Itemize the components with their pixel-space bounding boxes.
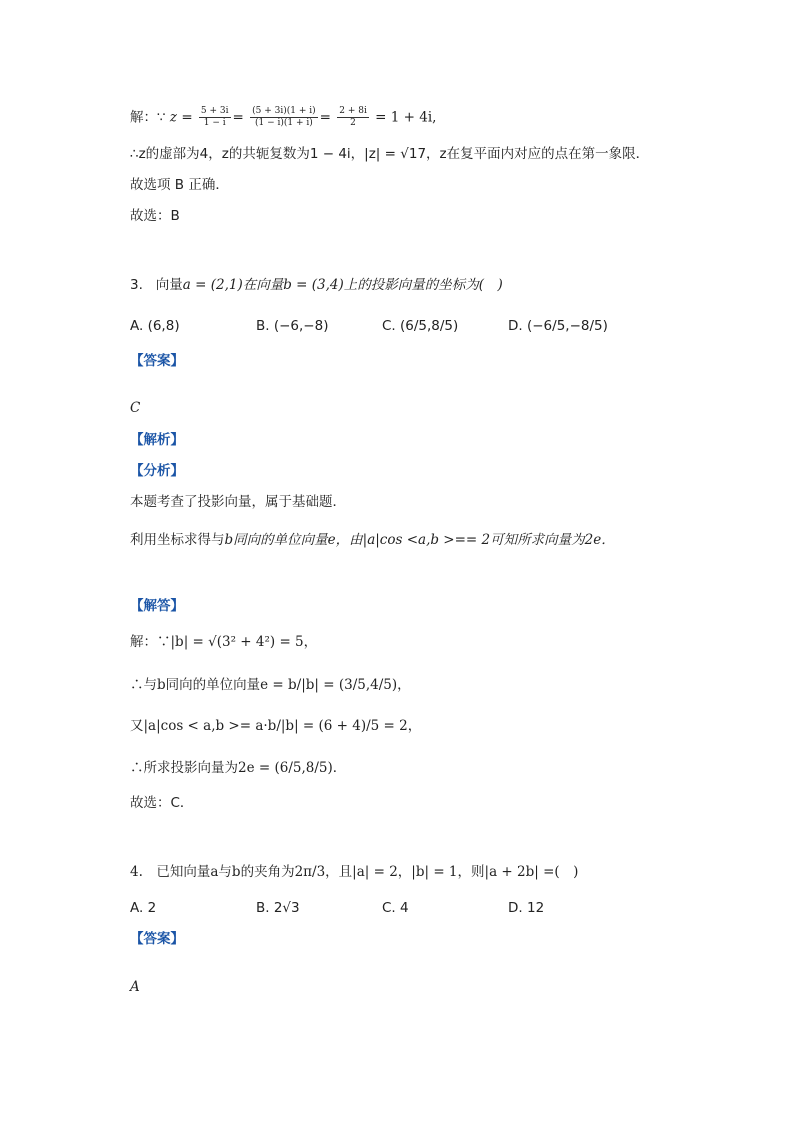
jieda-label: 【解答】 — [130, 598, 184, 614]
fenxi-line-1: 本题考查了投影向量，属于基础题． — [130, 494, 346, 510]
option-b: B. (−6,−8) — [256, 318, 329, 334]
solution-line-4: 故选：B — [130, 208, 180, 224]
equals-sign: = — [181, 109, 193, 126]
fraction-1 — [199, 106, 231, 129]
jieda-line-3: 又|a|cos < a,b >= a·b/|b| = (6 + 4)/5 = 2， — [130, 718, 422, 734]
solution-prefix: 解：∵ — [130, 109, 166, 126]
fenxi-text-c: e，由|a|cos < — [327, 532, 419, 548]
question-stem-part-c: b = (3,4)上的投影向量的坐标为( ) — [283, 277, 503, 293]
solution-line-1: 解：∵ z = $\frac{5 + 3i}{1 - i}$ = $\frac{(5 + 3i)(1 + i)}{(1 - i)(1 + i)}$ = $\frac{2 + 8i}{2}$ = 1 + 4i, — [130, 106, 437, 128]
analysis-label: 【解析】 — [130, 432, 184, 448]
fraction-2-numerator: (5 + 3i)(1 + i) — [252, 106, 316, 116]
jieda-line-5: 故选：C． — [130, 795, 194, 811]
fraction-1-denominator: 1 − i — [203, 118, 226, 128]
fenxi-line-2 — [130, 530, 615, 550]
option-c: C. (6/5,8/5) — [382, 318, 459, 334]
fenxi-text-a: 利用坐标求得与 — [130, 532, 225, 548]
jieda-line-4: ∴所求投影向量为2e = (6/5,8/5)． — [130, 760, 347, 776]
question-number: 3. — [130, 277, 143, 293]
option-d: D. (−6/5,−8/5) — [508, 318, 608, 334]
answer-label: 【答案】 — [130, 353, 184, 369]
fraction-3-numerator: 2 + 8i — [339, 106, 367, 116]
q4-answer-value: A — [130, 979, 140, 995]
fenxi-label: 【分析】 — [130, 463, 184, 479]
jieda-line-2: ∴与b同向的单位向量e = b/|b| = (3/5,4/5)， — [130, 677, 411, 693]
question-stem-part-b: a = (2,1)在向量 — [182, 277, 284, 293]
option-a: A. (6,8) — [130, 318, 180, 334]
fraction-3 — [337, 106, 369, 129]
fraction-3-denominator: 2 — [350, 118, 356, 128]
answer-value: C — [130, 400, 141, 416]
q4-option-c: C. 4 — [382, 900, 409, 916]
fraction-2-denominator: (1 − i)(1 + i) — [254, 118, 313, 128]
fenxi-text-e: = 2可知所求向量为2e． — [465, 532, 615, 548]
q4-answer-label: 【答案】 — [130, 931, 184, 947]
question-stem-part-a: 向量 — [155, 277, 183, 293]
question-4-stem: 4. 已知向量a与b的夹角为2π/3，且|a| = 2，|b| = 1，则|a + 2b| =( ) — [130, 864, 579, 880]
solution-result: = 1 + 4i, — [375, 109, 437, 126]
solution-line-2: ∴z的虚部为4，z的共轭复数为1 − 4i，|z| = √17，z在复平面内对应的点在第一象限． — [130, 146, 650, 162]
question-3-stem — [130, 275, 503, 295]
variable-z: z — [169, 109, 178, 126]
q4-option-a: A. 2 — [130, 900, 157, 916]
jieda-line-1: 解：∵|b| = √(3² + 4²) = 5， — [130, 634, 318, 650]
fenxi-text-b: b同向的单位向量 — [224, 532, 328, 548]
q4-option-b: B. 2√3 — [256, 900, 300, 916]
solution-line-3: 故选项 B 正确． — [130, 177, 229, 193]
fenxi-text-d: a,b >= — [418, 532, 466, 548]
fraction-2 — [250, 106, 318, 129]
fraction-1-numerator: 5 + 3i — [200, 106, 229, 116]
q4-option-d: D. 12 — [508, 900, 545, 916]
